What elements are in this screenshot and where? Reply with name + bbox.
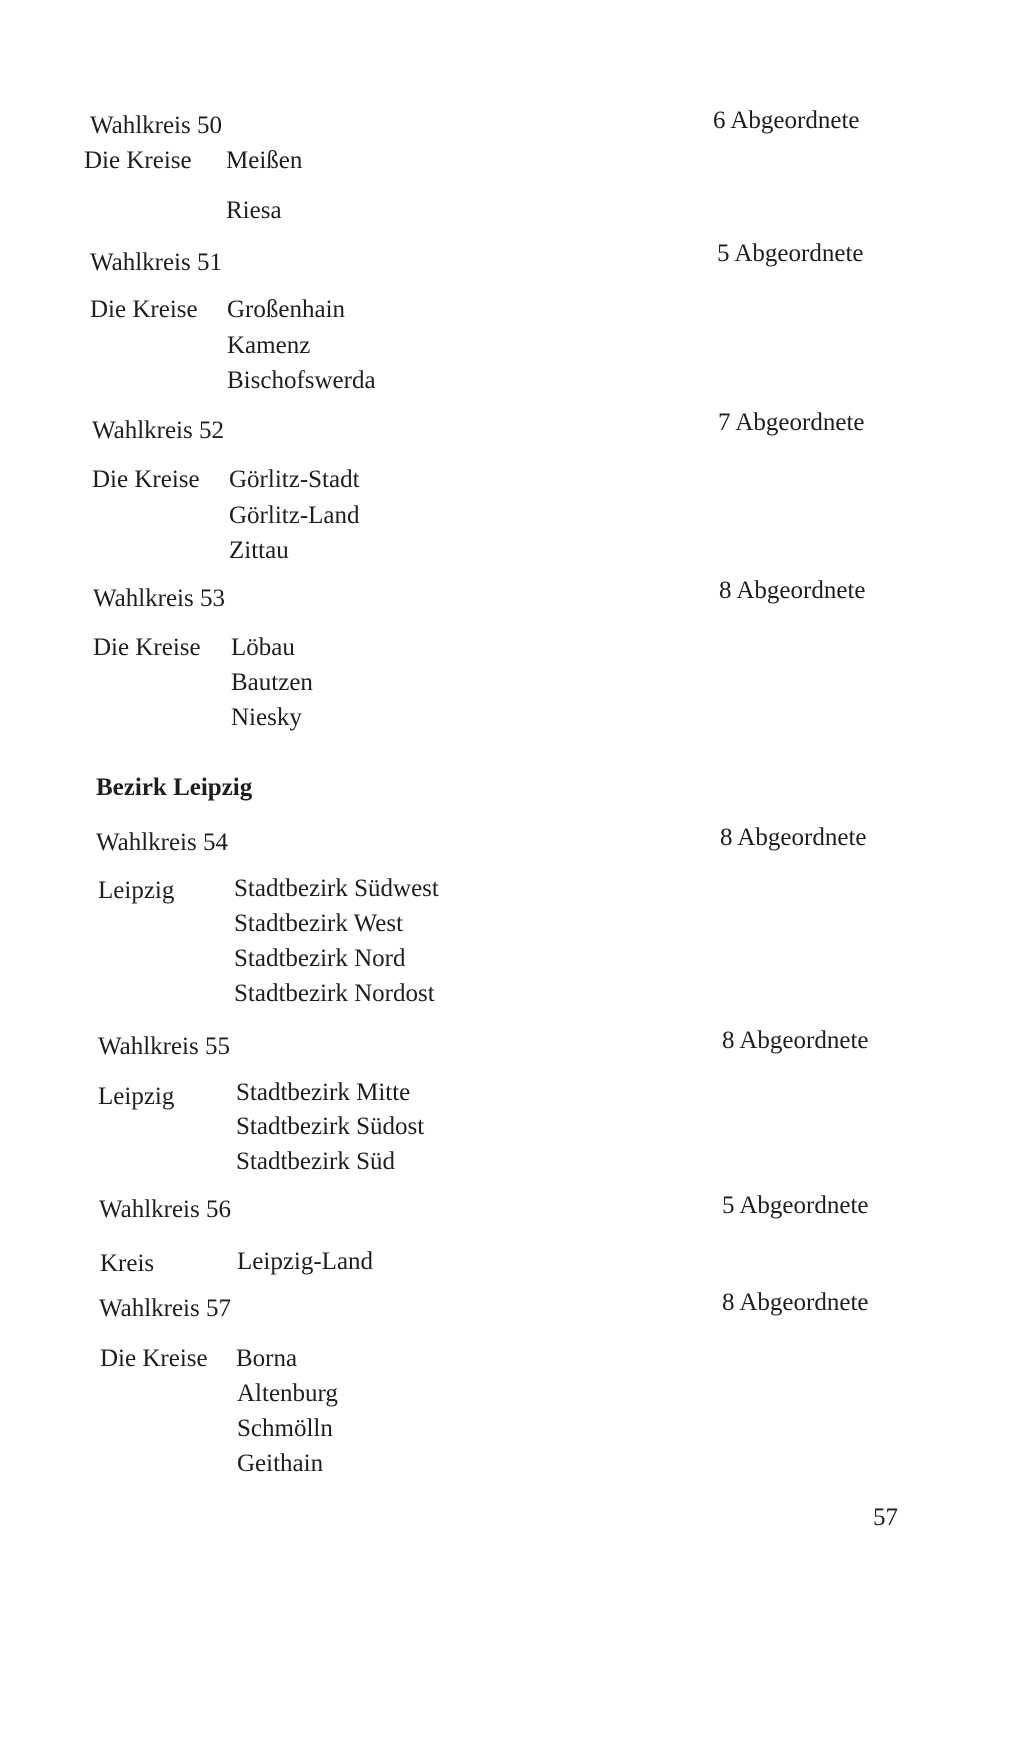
- wahlkreis-55-area: Stadtbezirk Mitte: [236, 1079, 411, 1106]
- wahlkreis-56-area: Leipzig-Land: [237, 1248, 374, 1275]
- wahlkreis-57-area: Borna: [236, 1345, 298, 1372]
- wahlkreis-55-title: Wahlkreis 55: [98, 1033, 230, 1060]
- wahlkreis-52-seats: 7 Abgeordnete: [718, 409, 865, 436]
- wahlkreis-51-seats: 5 Abgeordnete: [717, 240, 864, 267]
- wahlkreis-54-prefix: Leipzig: [98, 877, 175, 904]
- wahlkreis-55-prefix: Leipzig: [98, 1083, 175, 1110]
- wahlkreis-50-seats: 6 Abgeordnete: [713, 107, 860, 134]
- wahlkreis-54-area: Stadtbezirk West: [234, 910, 404, 937]
- wahlkreis-56-seats: 5 Abgeordnete: [722, 1192, 869, 1219]
- wahlkreis-51-area: Bischofswerda: [227, 367, 376, 394]
- wahlkreis-52-prefix: Die Kreise: [92, 466, 200, 493]
- wahlkreis-57-area: Geithain: [237, 1450, 324, 1477]
- wahlkreis-50-title: Wahlkreis 50: [90, 112, 222, 139]
- wahlkreis-51-area: Kamenz: [227, 332, 311, 359]
- wahlkreis-57-title: Wahlkreis 57: [99, 1295, 231, 1322]
- wahlkreis-52-area: Görlitz-Stadt: [229, 466, 360, 493]
- wahlkreis-53-prefix: Die Kreise: [93, 634, 201, 661]
- wahlkreis-56-prefix: Kreis: [100, 1250, 155, 1277]
- wahlkreis-51-area: Großenhain: [227, 296, 346, 323]
- wahlkreis-55-seats: 8 Abgeordnete: [722, 1027, 869, 1054]
- bezirk-heading: Bezirk Leipzig: [96, 774, 253, 801]
- wahlkreis-54-area: Stadtbezirk Nordost: [234, 980, 435, 1007]
- wahlkreis-52-area: Zittau: [229, 537, 289, 564]
- wahlkreis-50-area: Meißen: [226, 147, 303, 174]
- wahlkreis-53-seats: 8 Abgeordnete: [719, 577, 866, 604]
- wahlkreis-57-prefix: Die Kreise: [100, 1345, 208, 1372]
- wahlkreis-53-area: Niesky: [231, 704, 302, 731]
- wahlkreis-52-area: Görlitz-Land: [229, 502, 360, 529]
- wahlkreis-51-title: Wahlkreis 51: [90, 249, 222, 276]
- wahlkreis-56-title: Wahlkreis 56: [99, 1196, 231, 1223]
- wahlkreis-54-title: Wahlkreis 54: [96, 829, 228, 856]
- wahlkreis-50-area: Riesa: [226, 197, 282, 224]
- page-number: 57: [873, 1504, 898, 1531]
- wahlkreis-57-area: Schmölln: [237, 1415, 333, 1442]
- wahlkreis-57-seats: 8 Abgeordnete: [722, 1289, 869, 1316]
- wahlkreis-50-prefix: Die Kreise: [84, 147, 192, 174]
- wahlkreis-52-title: Wahlkreis 52: [92, 417, 224, 444]
- wahlkreis-55-area: Stadtbezirk Süd: [236, 1148, 396, 1175]
- wahlkreis-53-area: Löbau: [231, 634, 295, 661]
- wahlkreis-53-title: Wahlkreis 53: [93, 585, 225, 612]
- wahlkreis-54-seats: 8 Abgeordnete: [720, 824, 867, 851]
- wahlkreis-54-area: Stadtbezirk Südwest: [234, 875, 439, 902]
- wahlkreis-57-area: Altenburg: [237, 1380, 338, 1407]
- wahlkreis-53-area: Bautzen: [231, 669, 313, 696]
- wahlkreis-54-area: Stadtbezirk Nord: [234, 945, 406, 972]
- wahlkreis-51-prefix: Die Kreise: [90, 296, 198, 323]
- wahlkreis-55-area: Stadtbezirk Südost: [236, 1113, 425, 1140]
